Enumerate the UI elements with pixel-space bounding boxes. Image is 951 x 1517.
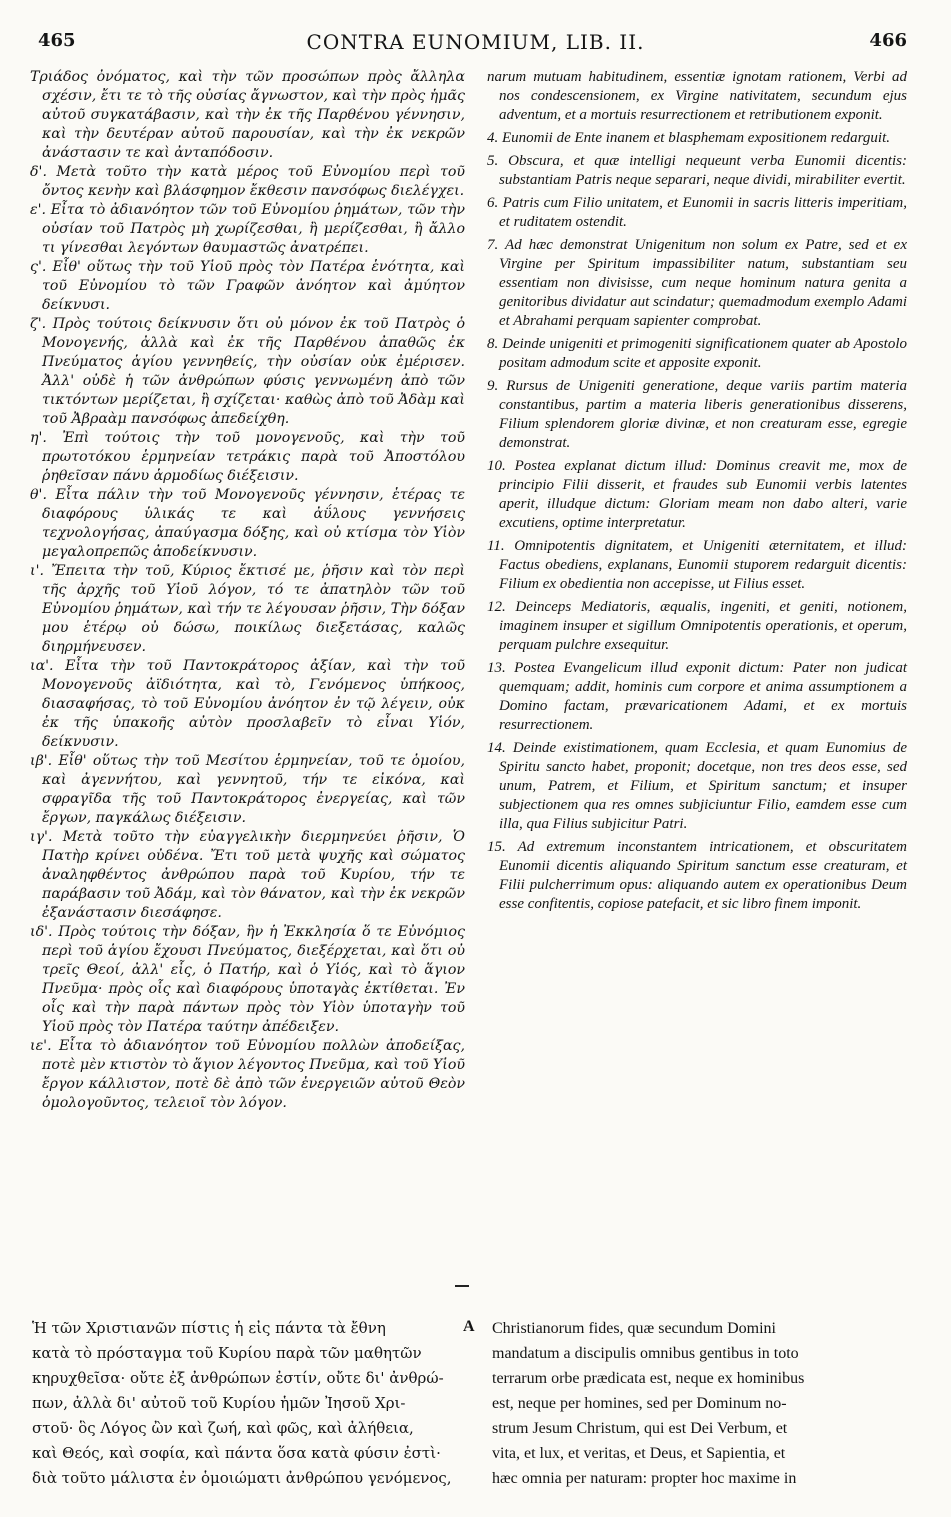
greek-summary-entry: ιβ'. Εἶθ' οὕτως τὴν τοῦ Μεσίτου ἑρμηνείαν, τοῦ τε ὁμοίου, καὶ ἀγεννήτου, καὶ γεννητοῦ, τήν τε εἰκόνα, καὶ σφραγῖδα τῆς τοῦ Παντοκράτορος ἐνεργείας, καὶ τῶν ἔργων, παγκάλως διέξεισιν. <box>30 753 465 826</box>
greek-body-line: διὰ τοῦτο μάλιστα ἐν ὁμοιώματι ἀνθρώπου γενόμενος, <box>32 1469 452 1487</box>
greek-summary-entry: ιδ'. Πρὸς τούτοις τὴν δόξαν, ἣν ἡ Ἐκκλησία ὅ τε Εὐνόμιος περὶ τοῦ ἁγίου ἔχουσι Πνεύματος, διεξέρχεται, καὶ ὅτι οὐ τρεῖς Θεοί, ἀλλ' εἷς, ὁ Πατήρ, καὶ ὁ Υἱός, καὶ τὸ ἅγιον Πνεῦμα· πρὸς οἷς καὶ διαφόρους ὑποταγὰς ἐκτίθεται. Ἐν οἷς καὶ τὴν παρὰ πάντων πρὸς τὸν Υἱὸν ὑποταγὴν τοῦ Υἱοῦ πρὸς τὸν Πατέρα ταύτην ἀπέδειξεν. <box>30 924 465 1035</box>
latin-summary-entry: 12. Deinceps Mediatoris, æqualis, ingeniti, et geniti, notionem, imaginem insuper et sigillum Omnipotentis operationis, et operum, perquam pulchre exsequitur. <box>487 599 907 653</box>
latin-body-line: hæc omnia per naturam: propter hoc maxime in <box>492 1470 797 1487</box>
latin-summary-entry: 14. Deinde existimationem, quam Ecclesia, et quam Eunomius de Spiritu sancto habet, proponit; docetque, non tres deos esse, sed unum, Patrem, et Filium, et Spiritum sanctum; et insuper subjectionem qua res omnes subjiciuntur Filio, eamdem esse cum illa, qua Filius subjicitur Patri. <box>487 740 907 832</box>
greek-body-line: Ἡ τῶν Χριστιανῶν πίστις ἡ εἰς πάντα τὰ ἔθνη <box>32 1319 386 1337</box>
greek-summary-entry: θ'. Εἶτα πάλιν τὴν τοῦ Μονογενοῦς γέννησιν, ἑτέρας τε διαφόρους ὑλικάς τε καὶ ἀΰλους γεννήσεις τεχνολογήσας, ἀπαύγασμα δόξης, καὶ οὐ κτίσμα τὸν Υἱὸν μεγαλοπρεπῶς ἀποδείκνυσιν. <box>30 487 465 560</box>
latin-summary-entry: 5. Obscura, et quæ intelligi nequeunt verba Eunomii dicentis: substantiam Patris neque separari, neque dividi, mirabiliter evertit. <box>487 153 907 188</box>
latin-summary-entry: 4. Eunomii de Ente inanem et blasphemam expositionem redarguit. <box>487 130 890 146</box>
latin-body-line: strum Jesum Christum, qui est Dei Verbum, et <box>492 1420 788 1437</box>
margin-marker: A <box>463 1318 475 1335</box>
page-number-right: 466 <box>869 30 907 51</box>
latin-body-line: Christianorum fides, quæ secundum Domini <box>492 1320 776 1337</box>
greek-body-line: καὶ Θεός, καὶ σοφία, καὶ πάντα ὅσα κατὰ φύσιν ἐστὶ· <box>32 1444 441 1462</box>
greek-body-text <box>32 1316 452 1491</box>
greek-summary-entry: Τριάδος ὀνόματος, καὶ τὴν τῶν προσώπων πρὸς ἄλληλα σχέσιν, ἔτι τε τὸ τῆς οὐσίας ἄγνωστον, καὶ τὴν πρὸς ἡμᾶς αὐτοῦ συγκατάβασιν, καὶ τὴν ἐκ τῆς Παρθένου γέννησιν, καὶ τὴν δευτέραν αὐτοῦ παρουσίαν, καὶ τὴν ἐκ νεκρῶν ἀνάστασιν τε καὶ ἀνταπόδοσιν. <box>30 69 465 161</box>
greek-summary-entry: δ'. Μετὰ τοῦτο τὴν κατὰ μέρος τοῦ Εὐνομίου περὶ τοῦ ὄντος κενὴν καὶ βλάσφημον ἔκθεσιν πανσόφως διελέγχει. <box>30 164 465 199</box>
latin-summary-entry: narum mutuam habitudinem, essentiæ ignotam rationem, Verbi ad nos condescensionem, ex Virgine nativitatem, secundum ejus adventum, et a mortuis resurrectionem et retributionem exponit. <box>487 69 907 123</box>
greek-summary-entry: ια'. Εἶτα τὴν τοῦ Παντοκράτορος ἀξίαν, καὶ τὴν τοῦ Μονογενοῦς ἀϊδιότητα, καὶ τὸ, Γενόμενος ὑπήκοος, διασαφήσας, τὸ τοῦ Εὐνομίου ἀνόητον ἐν τῷ λέγειν, οὐκ ἐκ τῆς ὑπακοῆς αὐτὸν προσλαβεῖν τὸ εἶναι Υἱόν, δείκνυσιν. <box>30 658 465 750</box>
latin-summary-entry: 11. Omnipotentis dignitatem, et Unigeniti æternitatem, et illud: Factus obediens, explanans, Eunomii stuporem redarguit dicentis: Filium ex obedientia non accepisse, ut Filius esset. <box>487 538 907 592</box>
greek-body-line: κατὰ τὸ πρόσταγμα τοῦ Κυρίου παρὰ τῶν μαθητῶν <box>32 1344 422 1362</box>
latin-summary-entry: 9. Rursus de Unigeniti generatione, deque variis partim materia constantibus, partim a materia liberis generationibus disserens, Filium splendorem gloriæ divinæ, et non creaturam esse, egregie demonstrat. <box>487 378 907 451</box>
greek-summary-entry: ιγ'. Μετὰ τοῦτο τὴν εὐαγγελικὴν διερμηνεύει ῥῆσιν, Ὁ Πατὴρ κρίνει οὐδένα. Ἔτι τοῦ μετὰ ψυχῆς καὶ σώματος ἀναληφθέντος ἀνθρώπου παρὰ τοῦ Κυρίου, τήν τε παράβασιν τοῦ Ἀδάμ, καὶ τὸν θάνατον, καὶ τὴν ἐκ νεκρῶν ἐξανάστασιν διεσάφησε. <box>30 829 465 921</box>
latin-body-text <box>492 1316 894 1491</box>
greek-summary-entry: ε'. Εἶτα τὸ ἀδιανόητον τῶν τοῦ Εὐνομίου ῥημάτων, τῶν τὴν οὐσίαν τοῦ Πατρὸς μὴ χωρίζεσθαι, ἢ μερίζεσθαι, ἢ ἄλλο τι γίνεσθαι λεγόντων θαυμαστῶς ἀνατρέπει. <box>30 202 465 256</box>
section-divider <box>455 1285 469 1287</box>
latin-body-line: vita, et lux, et veritas, et Deus, et Sapientia, et <box>492 1445 786 1462</box>
greek-body-line: πων, ἀλλὰ δι' αὐτοῦ τοῦ Κυρίου ἡμῶν Ἰησοῦ Χρι- <box>32 1394 406 1412</box>
latin-summary-entry: 8. Deinde unigeniti et primogeniti significationem quater ab Apostolo positam admodum scite et apposite exponit. <box>487 336 907 371</box>
greek-body-line: κηρυχθεῖσα· οὔτε ἐξ ἀνθρώπων ἐστίν, οὔτε δι' ἀνθρώ- <box>32 1369 444 1387</box>
latin-body-line: terrarum orbe prædicata est, neque ex hominibus <box>492 1370 805 1387</box>
greek-summary-entry: ιε'. Εἶτα τὸ ἀδιανόητον τοῦ Εὐνομίου πολλὼν ἀποδείξας, ποτὲ μὲν κτιστὸν τὸ ἅγιον λέγοντος Πνεῦμα, καὶ τοῦ Υἱοῦ ἔργον κάλλιστον, ποτὲ δὲ ἀπὸ τῶν ἐνεργειῶν αὐτοῦ Θεὸν ὁμολογοῦντος, τελειοῖ τὸν λόγον. <box>30 1038 465 1111</box>
latin-summary-entry: 13. Postea Evangelicum illud exponit dictum: Pater non judicat quemquam; addit, hominis cum corpore et anima assumptionem a Domino factam, prævaricationem Adami, et ex mortuis resurrectionem. <box>487 660 907 733</box>
greek-body-line: στοῦ· ὃς Λόγος ὢν καὶ ζωή, καὶ φῶς, καὶ ἀλήθεια, <box>32 1419 414 1437</box>
greek-summary-entry: ι'. Ἔπειτα τὴν τοῦ, Κύριος ἔκτισέ με, ῥῆσιν καὶ τὸν περὶ τῆς ἀρχῆς τοῦ Υἱοῦ λόγον, τό τε ἀπατηλὸν τῶν τοῦ Εὐνομίου ῥημάτων, καὶ τήν τε λέγουσαν ῥῆσιν, Τὴν δόξαν μου ἑτέρῳ οὐ δώσω, ποικίλως διεξετάσας, καλῶς διηρμήνευσεν. <box>30 563 465 655</box>
latin-body-line: est, neque per homines, sed per Dominum no- <box>492 1395 787 1412</box>
latin-summary-column <box>487 68 907 918</box>
greek-summary-entry: η'. Ἐπὶ τούτοις τὴν τοῦ μονογενοῦς, καὶ τὴν τοῦ πρωτοτόκου ἑρμηνείαν τετράκις παρὰ τοῦ Ἀποστόλου ῥηθεῖσαν πάνυ ἁρμοδίως διέξεισιν. <box>30 430 465 484</box>
latin-summary-entry: 10. Postea explanat dictum illud: Dominus creavit me, mox de principio Filii disserit, et fraudes sub Eunomii verbis latentes aperit, illudque dictum: Gloriam meam non dabo alteri, varie excutiens, optime interpretatur. <box>487 458 907 531</box>
latin-summary-entry: 15. Ad extremum inconstantem intricationem, et obscuritatem Eunomii dicentis aliquando Spiritum sanctum esse creaturam, et Filii pulcherrimum opus: aliquando autem ex operationibus Deum esse confitentis, copiose patefacit, et sic libro finem imponit. <box>487 839 907 912</box>
latin-body-line: mandatum a discipulis omnibus gentibus in toto <box>492 1345 799 1362</box>
running-header <box>0 30 951 60</box>
latin-summary-entry: 6. Patris cum Filio unitatem, et Eunomii in sacris litteris imperitiam, et ruditatem ostendit. <box>487 195 907 230</box>
running-title: CONTRA EUNOMIUM, LIB. II. <box>306 30 645 54</box>
greek-summary-column <box>30 68 465 1113</box>
greek-summary-entry: ς'. Εἶθ' οὕτως τὴν τοῦ Υἱοῦ πρὸς τὸν Πατέρα ἑνότητα, καὶ τοῦ Εὐνομίου τὸ τῶν Γραφῶν ἀνόητον καὶ ἀμύητον δείκνυσι. <box>30 259 465 313</box>
greek-summary-entry: ζ'. Πρὸς τούτοις δείκνυσιν ὅτι οὐ μόνον ἐκ τοῦ Πατρὸς ὁ Μονογενής, ἀλλὰ καὶ ἐκ τῆς Παρθένου ἀπαθῶς ἐκ Πνεύματος ἁγίου γεννηθείς, τὴν οὐσίαν οὐκ ἐμέρισεν. Ἀλλ' οὐδὲ ἡ τῶν ἀνθρώπων φύσις γεννωμένη ἀπὸ τῶν τικτόντων μερίζεται, ἢ σχίζεται· καθὼς ἀπὸ τοῦ Ἀδὰμ καὶ τοῦ Ἀβραὰμ πανσόφως ἀπεδείχθη. <box>30 316 465 427</box>
latin-summary-entry: 7. Ad hæc demonstrat Unigenitum non solum ex Patre, sed et ex Virgine per Spiritum impassibiliter natum, substantiam seu essentiam non divisisse, cum neque hominum natura genita a genitoribus dividatur aut scindatur; quemadmodum exemplo Adami et Abrahami perquam sapienter comprobat. <box>487 237 907 329</box>
page-number-left: 465 <box>38 30 76 51</box>
